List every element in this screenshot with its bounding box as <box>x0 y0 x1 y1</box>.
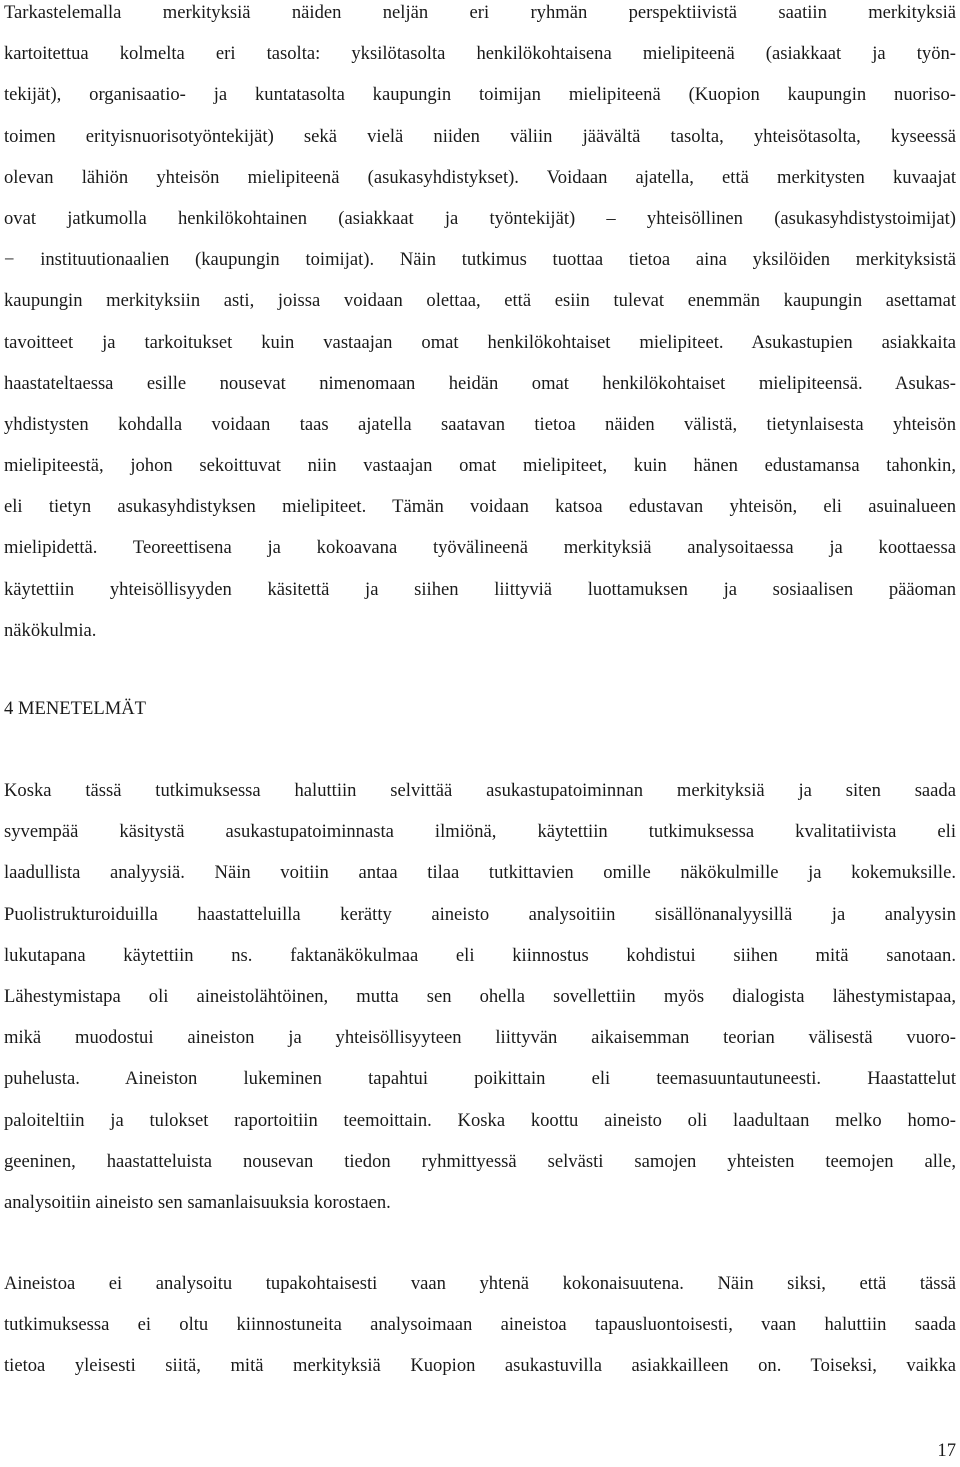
paragraph-1-line: käytettiin yhteisöllisyyden käsitettä ja siihen liittyviä luottamuksen ja sosiaalisen pääoman <box>4 578 956 600</box>
paragraph-2-line: laadullista analyysiä. Näin voitiin antaa tilaa tutkittavien omille näkökulmille ja kokemuksille. <box>4 862 956 884</box>
paragraph-1-line: mielipidettä. Teoreettisena ja kokoavana työvälineenä merkityksiä analysoitaessa ja koottaessa <box>4 537 956 559</box>
paragraph-2-line: lukutapana käytettiin ns. faktanäkökulmaa eli kiinnostus kohdistui siihen mitä sanotaan. <box>4 944 956 966</box>
paragraph-3-line: tutkimuksessa ei oltu kiinnostuneita analysoimaan aineistoa tapausluontoisesti, vaan haluttiin saada <box>4 1314 956 1336</box>
paragraph-1-line: eli tietyn asukasyhdistyksen mielipiteet. Tämän voidaan katsoa edustavan yhteisön, eli asuinalueen <box>4 496 956 518</box>
paragraph-2 <box>4 770 956 1223</box>
paragraph-2-line: geeninen, haastatteluista nousevan tiedon ryhmittyessä selvästi samojen yhteisten teemojen alle, <box>4 1150 956 1172</box>
paragraph-2-line: analysoitiin aineisto sen samanlaisuuksia korostaen. <box>4 1191 391 1213</box>
paragraph-3-line: tietoa yleisesti siitä, mitä merkityksiä Kuopion asukastuvilla asiakkailleen on. Toiseksi, vaikka <box>4 1355 956 1377</box>
paragraph-1 <box>4 0 956 651</box>
paragraph-1-line: toimen erityisnuorisotyöntekijät) sekä vielä niiden väliin jäävältä tasolta, yhteisötasolta, kyseessä <box>4 125 956 147</box>
paragraph-1-line: kaupungin merkityksiin asti, joissa voidaan olettaa, että esiin tulevat enemmän kaupungin asettamat <box>4 290 956 312</box>
paragraph-2-line: syvempää käsitystä asukastupatoiminnasta ilmiönä, käytettiin tutkimuksessa kvalitatiivista eli <box>4 821 956 843</box>
paragraph-2-line: Koska tässä tutkimuksessa haluttiin selvittää asukastupatoiminnan merkityksiä ja siten saada <box>4 780 956 801</box>
paragraph-1-line: kartoitettua kolmelta eri tasolta: yksilötasolta henkilökohtaisena mielipiteenä (asiakkaat ja työn- <box>4 43 956 65</box>
paragraph-1-line: mielipiteestä, johon sekoittuvat niin vastaajan omat mielipiteet, kuin hänen edustamansa tahonkin, <box>4 455 956 477</box>
paragraph-1-line: olevan lähiön yhteisön mielipiteenä (asukasyhdistykset). Voidaan ajatella, että merkitysten kuvaajat <box>4 166 956 188</box>
page-number: 17 <box>937 1440 956 1461</box>
section-heading: 4 MENETELMÄT <box>4 698 147 719</box>
paragraph-1-line: haastateltaessa esille nousevat nimenomaan heidän omat henkilökohtaiset mielipiteensä. Asukas- <box>4 372 956 394</box>
paragraph-2-line: Lähestymistapa oli aineistolähtöinen, mutta sen ohella sovellettiin myös dialogista lähestymistapaa, <box>4 985 956 1007</box>
paragraph-1-line: yhdistysten kohdalla voidaan taas ajatella saatavan tietoa näiden välistä, tietynlaisesta yhteisön <box>4 413 956 435</box>
paragraph-1-line: ovat jatkumolla henkilökohtainen (asiakkaat ja työntekijät) – yhteisöllinen (asukasyhdistystoimijat) <box>4 207 956 229</box>
paragraph-1-line: Tarkastelemalla merkityksiä näiden neljän eri ryhmän perspektiivistä saatiin merkityksiä <box>4 2 956 23</box>
paragraph-1-line: − instituutionaalien (kaupungin toimijat). Näin tutkimus tuottaa tietoa aina yksilöiden merkityksistä <box>4 249 956 271</box>
paragraph-1-line: näkökulmia. <box>4 619 97 641</box>
paragraph-1-line: tavoitteet ja tarkoitukset kuin vastaajan omat henkilökohtaiset mielipiteet. Asukastupien asiakkaita <box>4 331 956 353</box>
paragraph-2-line: paloiteltiin ja tulokset raportoitiin teemoittain. Koska koottu aineisto oli laadultaan melko homo- <box>4 1109 956 1131</box>
paragraph-2-line: Puolistrukturoiduilla haastatteluilla kerätty aineisto analysoitiin sisällönanalyysillä ja analyysin <box>4 903 956 925</box>
paragraph-2-line: puhelusta. Aineiston lukeminen tapahtui poikittain eli teemasuuntautuneesti. Haastattelut <box>4 1068 956 1090</box>
paragraph-3-line: Aineistoa ei analysoitu tupakohtaisesti vaan yhtenä kokonaisuutena. Näin siksi, että tässä <box>4 1273 956 1294</box>
paragraph-1-line: tekijät), organisaatio- ja kuntatasolta kaupungin toimijan mielipiteenä (Kuopion kaupungin nuoriso- <box>4 84 956 106</box>
paragraph-3 <box>4 1263 956 1387</box>
paragraph-2-line: mikä muodostui aineiston ja yhteisöllisyyteen liittyvän aikaisemman teorian välisestä vuoro- <box>4 1027 956 1049</box>
